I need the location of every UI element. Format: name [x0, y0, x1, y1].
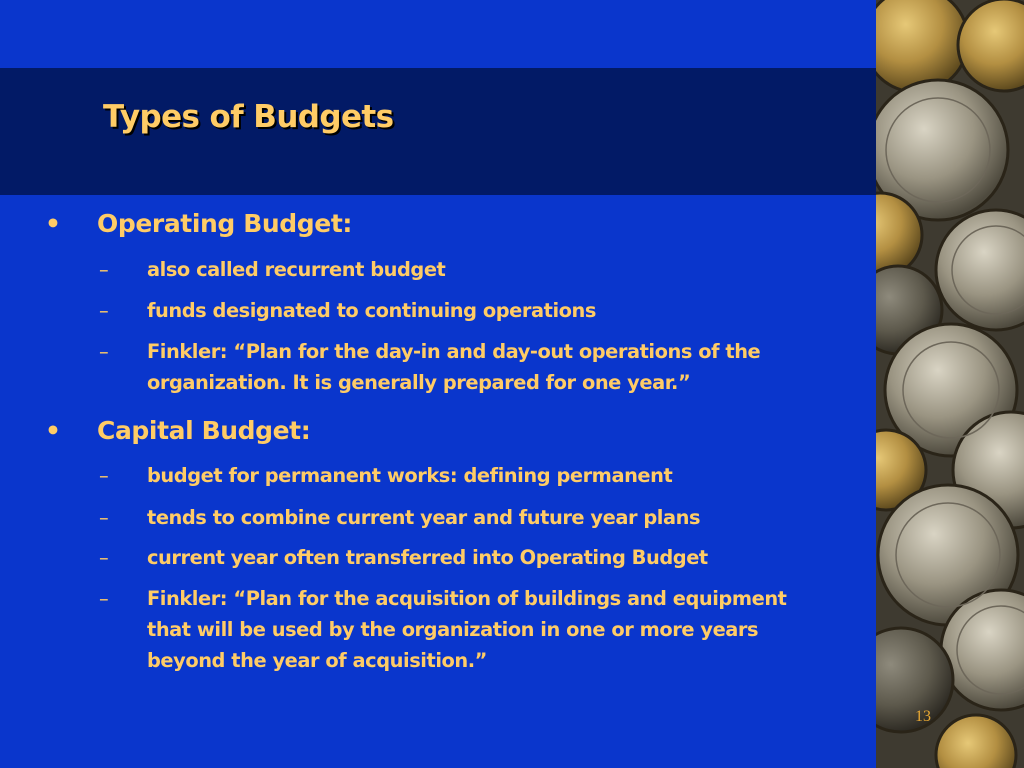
sub-item: [99, 542, 708, 573]
slide-title: Types of Budgets: [103, 99, 394, 135]
bullet-capital-budget: [45, 416, 311, 445]
bullet-heading: Capital Budget:: [97, 416, 311, 445]
sub-item: [99, 336, 761, 398]
sub-item-text: budget for permanent works: defining permanent: [147, 464, 673, 487]
sub-item: [99, 295, 596, 326]
bullet-glyph: •: [45, 416, 61, 445]
slide-number: 13: [915, 708, 931, 725]
sub-item-text: current year often transferred into Operating Budget: [147, 546, 708, 569]
sub-item-text: that will be used by the organization in one or more years: [147, 618, 759, 641]
sub-item-text: funds designated to continuing operations: [147, 299, 596, 322]
sub-item: [99, 583, 787, 676]
dash-glyph: –: [99, 546, 109, 569]
sub-item-text: tends to combine current year and future year plans: [147, 506, 701, 529]
sub-item: [99, 460, 673, 491]
sub-item-text: organization. It is generally prepared for one year.”: [147, 371, 691, 394]
dash-glyph: –: [99, 299, 109, 322]
sub-item-text: Finkler: “Plan for the day-in and day-out operations of the: [147, 340, 761, 363]
sub-item: [99, 254, 446, 285]
sub-item: [99, 502, 701, 533]
dash-glyph: –: [99, 340, 109, 363]
sub-item-text: also called recurrent budget: [147, 258, 446, 281]
sub-item-text: Finkler: “Plan for the acquisition of buildings and equipment: [147, 587, 787, 610]
dash-glyph: –: [99, 464, 109, 487]
dash-glyph: –: [99, 587, 109, 610]
dash-glyph: –: [99, 258, 109, 281]
bullet-heading: Operating Budget:: [97, 209, 352, 238]
bullet-operating-budget: [45, 209, 352, 238]
dash-glyph: –: [99, 506, 109, 529]
sub-item-text: beyond the year of acquisition.”: [147, 649, 487, 672]
bullet-glyph: •: [45, 209, 61, 238]
